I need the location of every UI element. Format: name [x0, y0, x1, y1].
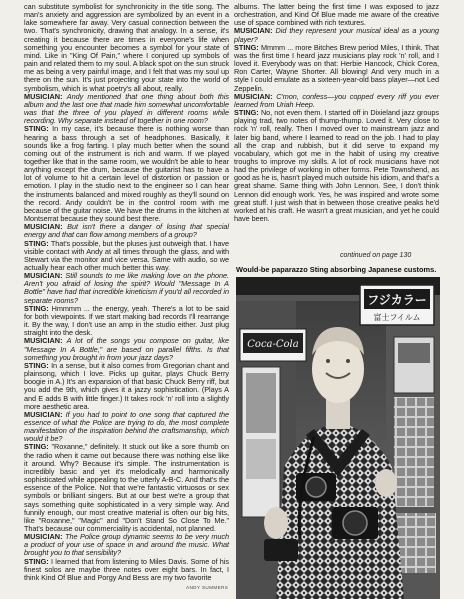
paragraph — [234, 93, 439, 109]
speaker-label: STING: — [234, 108, 261, 118]
paragraph — [24, 362, 229, 411]
paragraph — [24, 337, 229, 361]
speaker-label: STING: — [24, 360, 52, 370]
paragraph — [24, 125, 229, 223]
answer-text: In a sense, but it also comes from Gregorian chant and plainsong, which I love. Picks up guitar, plays Chuck Berry boogie in A.) It's an expansion of that basic Chuck Berry riff, but you add the 9th, which gives it a jazzy sophistication. (Plays A and E adds B with little finger.) It takes rock 'n' roll into a slightly more aesthetic area. — [24, 360, 229, 411]
paragraph — [234, 109, 439, 223]
photo-credit: ANDY SUMMERS — [186, 585, 229, 590]
answer-text: That's possible, but the pluses just outweigh that. I have visible contact with Andy at all times through the glass, and with Stewart via the monitor and vice versa. Same with audio, so we actually hear each other much better this way. — [24, 238, 230, 272]
paragraph — [24, 3, 229, 93]
paragraph — [24, 443, 229, 533]
article-column-left — [24, 3, 229, 582]
answer-text: In my case, it's because there is nothing worse than hearing a bass through a set of headphones. Basically, it sounds like a frog farting. I play much better when the sound coming out of the instrument is rich and warm. If we played together like that in the same room, we wouldn't be able to hear anything except the drum, because the guitarist has to have a lot of volume to hit a certain level of distortion or passion or emotion. I play in the studio next to the engineer so I can hear the instruments balanced and mixed roughly as they'll sound on the record. Andy couldn't be in the control room with me because of the guitar noise. We have the drums in the kitchen at Montserrat because they sound best there. — [24, 124, 229, 224]
paragraph — [24, 558, 229, 582]
paragraph — [24, 240, 229, 273]
question-text: But isn't there a danger of losing that special energy and that can flow among members of a group? — [24, 222, 229, 240]
question-text: Did they represent your musical ideal as a young player? — [234, 26, 439, 44]
photo-caption: Would-be paparazzo Sting absorbing Japanese customs. — [236, 265, 437, 274]
answer-text: can substitute symbolist for synchronicity in the title song. The man's anxiety and aggression are symbolized by an event in a lake somewhere far away. Very casual connection between the two. That's synchronicity, drawing that analogy. In a sense, it's creating it because there are times in everyone's life when something you encounter becomes a symbol for your state of mind. Like in "King Of Pain," where I conjured up symbols of pain and related them to my soul. A black spot on the sun struck me as being a very painful image, and I felt that was my soul up there on the sun. It's just projecting your state into the world of symbolism, which is what poetry's all about, really. — [24, 2, 229, 93]
answer-text: "Roxanne," definitely. It stuck out like a sore thumb on the radio when it came out because there was nothing else like it around. Why? Because it's simple. The instrumentation is incredibly basic and yet it's melodically and harmonically sophisticated while appealing to the utterly A-B-C. And that's the essence of the Police. Not that we're fantastic virtuosos or sex symbols or brilliant singers. But at our best we're a group that says something quite sophisticated in a very simple way. And funnily enough, our most creative material is often our big hits, like "Roxanne," "Magic" and "Don't Stand So Close To Me." That's because our commerciality is accidental, not planned. — [24, 442, 229, 533]
paragraph — [24, 411, 229, 444]
paragraph — [234, 3, 439, 27]
answer-text: albums. The latter being the first time I was exposed to jazz orchestration, and Kind Of Blue made me aware of the creative use of space combined with rich textures. — [234, 2, 439, 28]
speaker-label: STING: — [24, 238, 51, 248]
film-sign-subtext: 富士フイルム — [373, 313, 421, 322]
speaker-label: STING: — [234, 42, 261, 52]
answer-text: Hmmmm ... the energy, yeah. There's a lot to be said for both viewpoints. If we start making bad records I'll rearrange it. By the way, I don't use an amp in the studio either. Just plug straight into the desk. — [24, 303, 229, 338]
paragraph — [24, 223, 229, 239]
question-text: Andy mentioned that one thing about both this album and the last one that made him somewhat uncomfortable was that the three of you played in different rooms while recording. Why separate instead of together in one room? — [24, 91, 229, 126]
continued-note: continued on page 130 — [340, 252, 412, 259]
speaker-label: MUSICIAN: — [24, 91, 67, 101]
paragraph — [24, 305, 229, 338]
speaker-label: STING: — [24, 124, 53, 134]
question-text: A lot of the songs you compose on guitar, like "Message In A Bottle," are based on parallel fifths. Is that something you brought in from your jazz days? — [24, 336, 229, 362]
speaker-label: MUSICIAN: — [24, 336, 67, 346]
answer-text: I learned that from listening to Miles Davis. Some of his finest solos are maybe three notes over eight bars. In fact, I think Kind Of Blue and Porgy And Bess are my two favorite — [24, 556, 229, 582]
speaker-label: STING: — [24, 303, 52, 313]
article-column-right — [234, 3, 439, 223]
paragraph — [24, 93, 229, 126]
cola-sign-text: Coca-Cola — [247, 339, 299, 350]
speaker-label: STING: — [24, 442, 52, 452]
question-text: Still sounds to me like making love on the phone. Aren't you afraid of losing the spirit? Would "Message In A Bottle" have had that incredible kineticism if you'd all recorded in separate rooms? — [24, 271, 229, 305]
answer-text: Mmmm ... more Bitches Brew period Miles, I think. That was the first time I heard jazz musicians play rock 'n' roll, and I loved it. Everybody was on that: Herbie Hancock, Chick Corea, Ron Carter, Wayne Shorter. All blowing! And very much in a style I could emulate as a sixteen-year-old bass player—not Led Zeppelin. — [234, 42, 439, 93]
speaker-label: MUSICIAN: — [24, 222, 68, 232]
photo-image — [236, 277, 440, 599]
speaker-label: MUSICIAN: — [234, 26, 276, 36]
speaker-label: MUSICIAN: — [24, 409, 66, 419]
question-text: C'mon, confess—you copped every riff you ever learned from Uriah Heep. — [234, 91, 439, 109]
question-text: The Police group dynamic seems to be very much a product of your use of space in and around the music. What brought you to that sensibility? — [24, 532, 229, 558]
paragraph — [234, 44, 439, 93]
paragraph — [24, 533, 229, 557]
paragraph — [24, 272, 229, 305]
speaker-label: MUSICIAN: — [234, 91, 277, 101]
speaker-label: MUSICIAN: — [24, 532, 66, 542]
paragraph — [234, 27, 439, 43]
photo — [236, 277, 440, 599]
speaker-label: STING: — [24, 556, 52, 566]
answer-text: No, not even them. I started off in Dixieland jazz groups playing trad, two notes of thump-thump. Loved it. Very close to rock 'n' roll, really. Then I moved over to mainstream jazz and later big band, where I learned to read on the job. I had to play all the crap and rubbish, but it did serve to expand my vocabulary, which got me in the habit of using my creative troughs to improve my skills. A lot of rock musicians have not had the privilege of working in other forms. Pete Townshend, as good as he is, hasn't played much outside his idiom, and that's a great shame. Same thing with John Lennon. See, I don't think Lennon did enough work. Yes, he was inspired and wrote some great stuff. I just wish that in between those creative peaks he'd worked at his craft. He wasn't a great musician, and yet he could have been. — [234, 108, 439, 224]
film-sign-text: フジカラー — [367, 293, 427, 307]
speaker-label: MUSICIAN: — [24, 271, 66, 281]
question-text: If you had to point to one song that captured the essence of what the Police are trying to do, the most complete manifestation of the inspiration behind the craftsmanship, which would it be? — [24, 409, 229, 444]
